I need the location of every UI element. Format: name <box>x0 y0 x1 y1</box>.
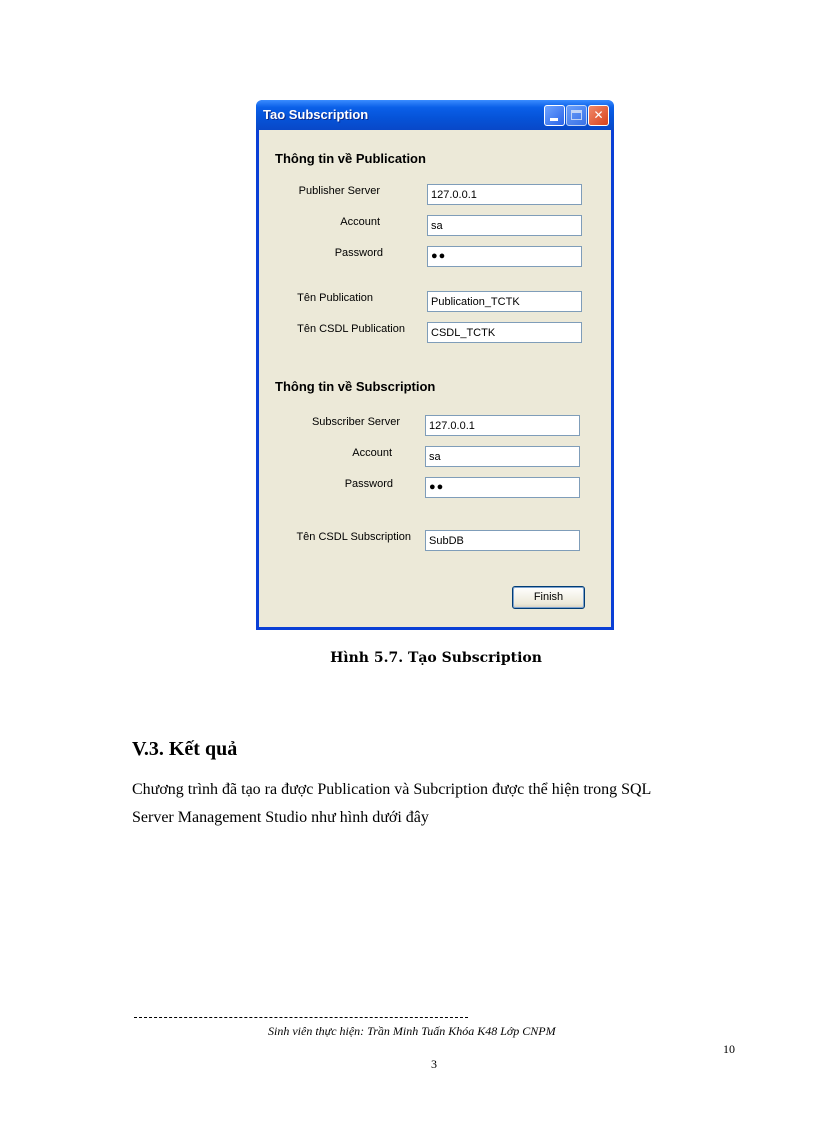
publisher-server-input[interactable]: 127.0.0.1 <box>427 184 582 205</box>
publication-db-label: Tên CSDL Publication <box>297 323 405 335</box>
publication-name-label: Tên Publication <box>297 292 373 304</box>
subscriber-account-input[interactable]: sa <box>425 446 580 467</box>
figure-caption: Hình 5.7. Tạo Subscription <box>330 650 542 666</box>
create-subscription-dialog <box>256 100 614 630</box>
subscription-db-input[interactable]: SubDB <box>425 530 580 551</box>
subscriber-server-label: Subscriber Server <box>311 416 400 428</box>
paragraph-line-1: Chương trình đã tạo ra được Publication và Subcription được thể hiện trong SQL <box>132 781 652 798</box>
dialog-body <box>259 130 611 627</box>
page-number-right: 10 <box>723 1042 735 1056</box>
dialog-title: Tao Subscription <box>263 107 369 122</box>
footer-author: Sinh viên thực hiện: Trần Minh Tuấn Khóa K48 Lớp CNPM <box>268 1024 556 1038</box>
publication-section-heading: Thông tin về Publication <box>275 151 426 166</box>
subscriber-password-input[interactable]: ●● <box>425 477 580 498</box>
publication-name-input[interactable]: Publication_TCTK <box>427 291 582 312</box>
publisher-password-label: Password <box>334 247 383 259</box>
publisher-server-label: Publisher Server <box>298 185 380 197</box>
close-icon: ✕ <box>593 108 604 122</box>
dialog-titlebar[interactable] <box>256 100 614 130</box>
paragraph-line-2: Server Management Studio như hình dưới đây <box>132 809 429 826</box>
maximize-icon <box>571 110 582 120</box>
subscriber-server-input[interactable]: 127.0.0.1 <box>425 415 580 436</box>
page-number-center: 3 <box>431 1057 437 1071</box>
subscription-section-heading: Thông tin về Subscription <box>275 379 436 394</box>
publisher-account-label: Account <box>340 216 380 228</box>
publisher-password-input[interactable]: ●● <box>427 246 582 267</box>
close-button[interactable] <box>588 105 609 126</box>
subscriber-account-label: Account <box>352 447 392 459</box>
publisher-account-input[interactable]: sa <box>427 215 582 236</box>
publication-db-input[interactable]: CSDL_TCTK <box>427 322 582 343</box>
footer-rule <box>134 1017 468 1018</box>
section-heading: V.3. Kết quả <box>132 738 238 760</box>
subscription-db-label: Tên CSDL Subscription <box>296 531 411 543</box>
maximize-button[interactable] <box>566 105 587 126</box>
subscriber-password-label: Password <box>344 478 393 490</box>
finish-button[interactable]: Finish <box>512 586 585 609</box>
minimize-button[interactable] <box>544 105 565 126</box>
minimize-icon <box>550 118 558 121</box>
